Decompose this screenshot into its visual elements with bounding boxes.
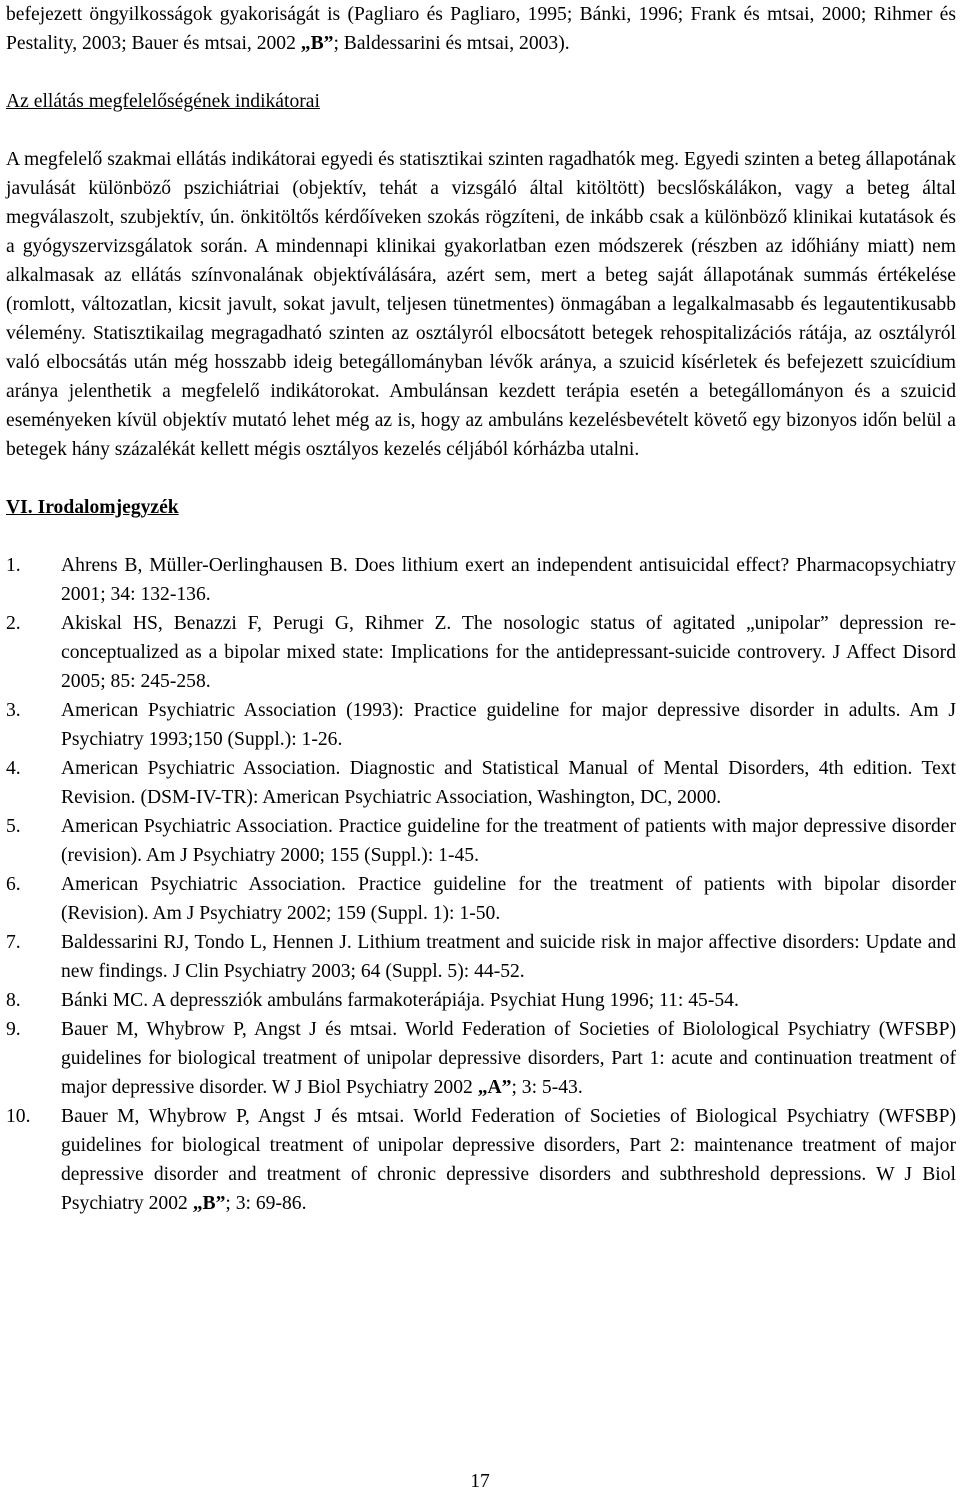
reference-item	[6, 696, 956, 754]
reference-text	[61, 1015, 956, 1102]
reference-text	[61, 870, 956, 928]
reference-item	[6, 812, 956, 870]
section-title: VI. Irodalomjegyzék	[6, 497, 179, 518]
reference-item	[6, 1102, 956, 1218]
reference-item	[6, 928, 956, 986]
reference-text	[61, 609, 956, 696]
reference-number: 3.	[6, 700, 21, 721]
reference-number: 7.	[6, 932, 21, 953]
reference-number: 8.	[6, 990, 21, 1011]
reference-number: 1.	[6, 555, 21, 576]
evidence-grade: „B”	[192, 1193, 226, 1214]
reference-number: 2.	[6, 613, 21, 634]
reference-text-main: American Psychiatric Association. Practice guideline for the treatment of patients with bipolar disorder (Revision). Am J Psychiatry 2002; 159 (Suppl. 1): 1-50.	[61, 874, 956, 924]
reference-item	[6, 870, 956, 928]
reference-number: 6.	[6, 874, 21, 895]
reference-number: 4.	[6, 758, 21, 779]
reference-item	[6, 551, 956, 609]
reference-text-main: American Psychiatric Association. Diagnostic and Statistical Manual of Mental Disorders, 4th edition. Text Revision. (DSM-IV-TR): American Psychiatric Association, Washington, DC, 2000.	[61, 758, 956, 808]
reference-text-main: Baldessarini RJ, Tondo L, Hennen J. Lithium treatment and suicide risk in major affective disorders: Update and new findings. J Clin Psychiatry 2003; 64 (Suppl. 5): 44-52.	[61, 932, 956, 982]
document-page	[6, 0, 956, 1218]
evidence-grade: „A”	[477, 1077, 512, 1098]
reference-text	[61, 551, 956, 609]
intro-paragraph	[6, 0, 956, 58]
reference-number: 9.	[6, 1019, 21, 1040]
intro-text-start: befejezett öngyilkosságok gyakoriságát is (Pagliaro és Pagliaro, 1995; Bánki, 1996; Frank és mtsai, 2000; Rihmer és Pestality, 2003; Bauer és mtsai, 2002	[6, 4, 956, 54]
reference-text-main: Bánki MC. A depressziók ambuláns farmakoterápiája. Psychiat Hung 1996; 11: 45-54.	[61, 990, 739, 1011]
reference-text-main: Akiskal HS, Benazzi F, Perugi G, Rihmer Z. The nosologic status of agitated „unipolar” depression re-conceptualized as a bipolar mixed state: Implications for the antidepressant-suicide controvery. J Affect Disord 2005; 85: 245-258.	[61, 613, 956, 692]
reference-text	[61, 754, 956, 812]
reference-number: 10.	[6, 1106, 31, 1127]
indicators-heading: Az ellátás megfelelőségének indikátorai	[6, 91, 320, 112]
reference-text	[61, 1102, 956, 1218]
reference-text-main: Bauer M, Whybrow P, Angst J és mtsai. World Federation of Societies of Biolological Psychiatry (WFSBP) guidelines for biological treatment of unipolar depressive disorders, Part 1: acute and continuation treatment of major depressive disorder. W J Biol Psychiatry 2002	[61, 1019, 956, 1098]
spacer	[6, 58, 956, 87]
spacer	[6, 116, 956, 145]
reference-text-main: Bauer M, Whybrow P, Angst J és mtsai. World Federation of Societies of Biological Psychiatry (WFSBP) guidelines for biological treatment of unipolar depressive disorders, Part 2: maintenance treatment of major depressive disorder and treatment of chronic depressive disorders and subthreshold depressions. W J Biol Psychiatry 2002	[61, 1106, 956, 1214]
spacer	[6, 522, 956, 551]
evidence-grade-b: „B”	[300, 33, 334, 54]
reference-text	[61, 696, 956, 754]
reference-item	[6, 1015, 956, 1102]
indicators-paragraph: A megfelelő szakmai ellátás indikátorai egyedi és statisztikai szinten ragadhatók meg. Egyedi szinten a beteg állapotának javulását különböző pszichiátriai (objektív, tehát a vizsgáló által kitöltött) becslőskálákon, vagy a beteg által megválaszolt, szubjektív, ún. önkitöltős kérdőíveken szokás rögzíteni, de inkább csak a különböző klinikai kutatások és a gyógyszervizsgálatok során. A mindennapi klinikai gyakorlatban ezen módszerek (részben az időhiány miatt) nem alkalmasak az ellátás színvonalának objektíválására, azért sem, mert a beteg saját állapotának summás értékelése (romlott, változatlan, kicsit javult, sokat javult, teljesen tünetmentes) önmagában a legalkalmasabb és legautentikusabb vélemény. Statisztikailag megragadható szinten az osztályról elbocsátott betegek rehospitalizációs rátája, az osztályról való elbocsátás után még hosszabb ideig betegállományban lévők aránya, a szuicid kísérletek és befejezett szuicídium aránya jelenthetik a megfelelő indikátorokat. Ambulánsan kezdett terápia esetén a betegállományon és a szuicid eseményeken kívül objektív mutató lehet még az is, hogy az ambuláns kezelésbevételt követő egy bizonyos időn belül a betegek hány százalékát kellett mégis osztályos kezelés céljából kórházba utalni.	[6, 149, 956, 460]
reference-item	[6, 609, 956, 696]
reference-text	[61, 928, 956, 986]
page-number: 17	[470, 1471, 490, 1492]
reference-number: 5.	[6, 816, 21, 837]
reference-text-main: American Psychiatric Association. Practice guideline for the treatment of patients with major depressive disorder (revision). Am J Psychiatry 2000; 155 (Suppl.): 1-45.	[61, 816, 956, 866]
reference-item	[6, 754, 956, 812]
reference-text-tail: ; 3: 5-43.	[511, 1077, 583, 1098]
reference-text-main: American Psychiatric Association (1993): Practice guideline for major depressive disorder in adults. Am J Psychiatry 1993;150 (Suppl.): 1-26.	[61, 700, 956, 750]
reference-text-main: Ahrens B, Müller-Oerlinghausen B. Does lithium exert an independent antisuicidal effect? Pharmacopsychiatry 2001; 34: 132-136.	[61, 555, 956, 605]
reference-list	[6, 551, 956, 1218]
reference-text	[61, 812, 956, 870]
spacer	[6, 464, 956, 493]
reference-text	[61, 986, 956, 1015]
intro-text-end: ; Baldessarini és mtsai, 2003).	[333, 33, 570, 54]
reference-item	[6, 986, 956, 1015]
reference-text-tail: ; 3: 69-86.	[225, 1193, 307, 1214]
